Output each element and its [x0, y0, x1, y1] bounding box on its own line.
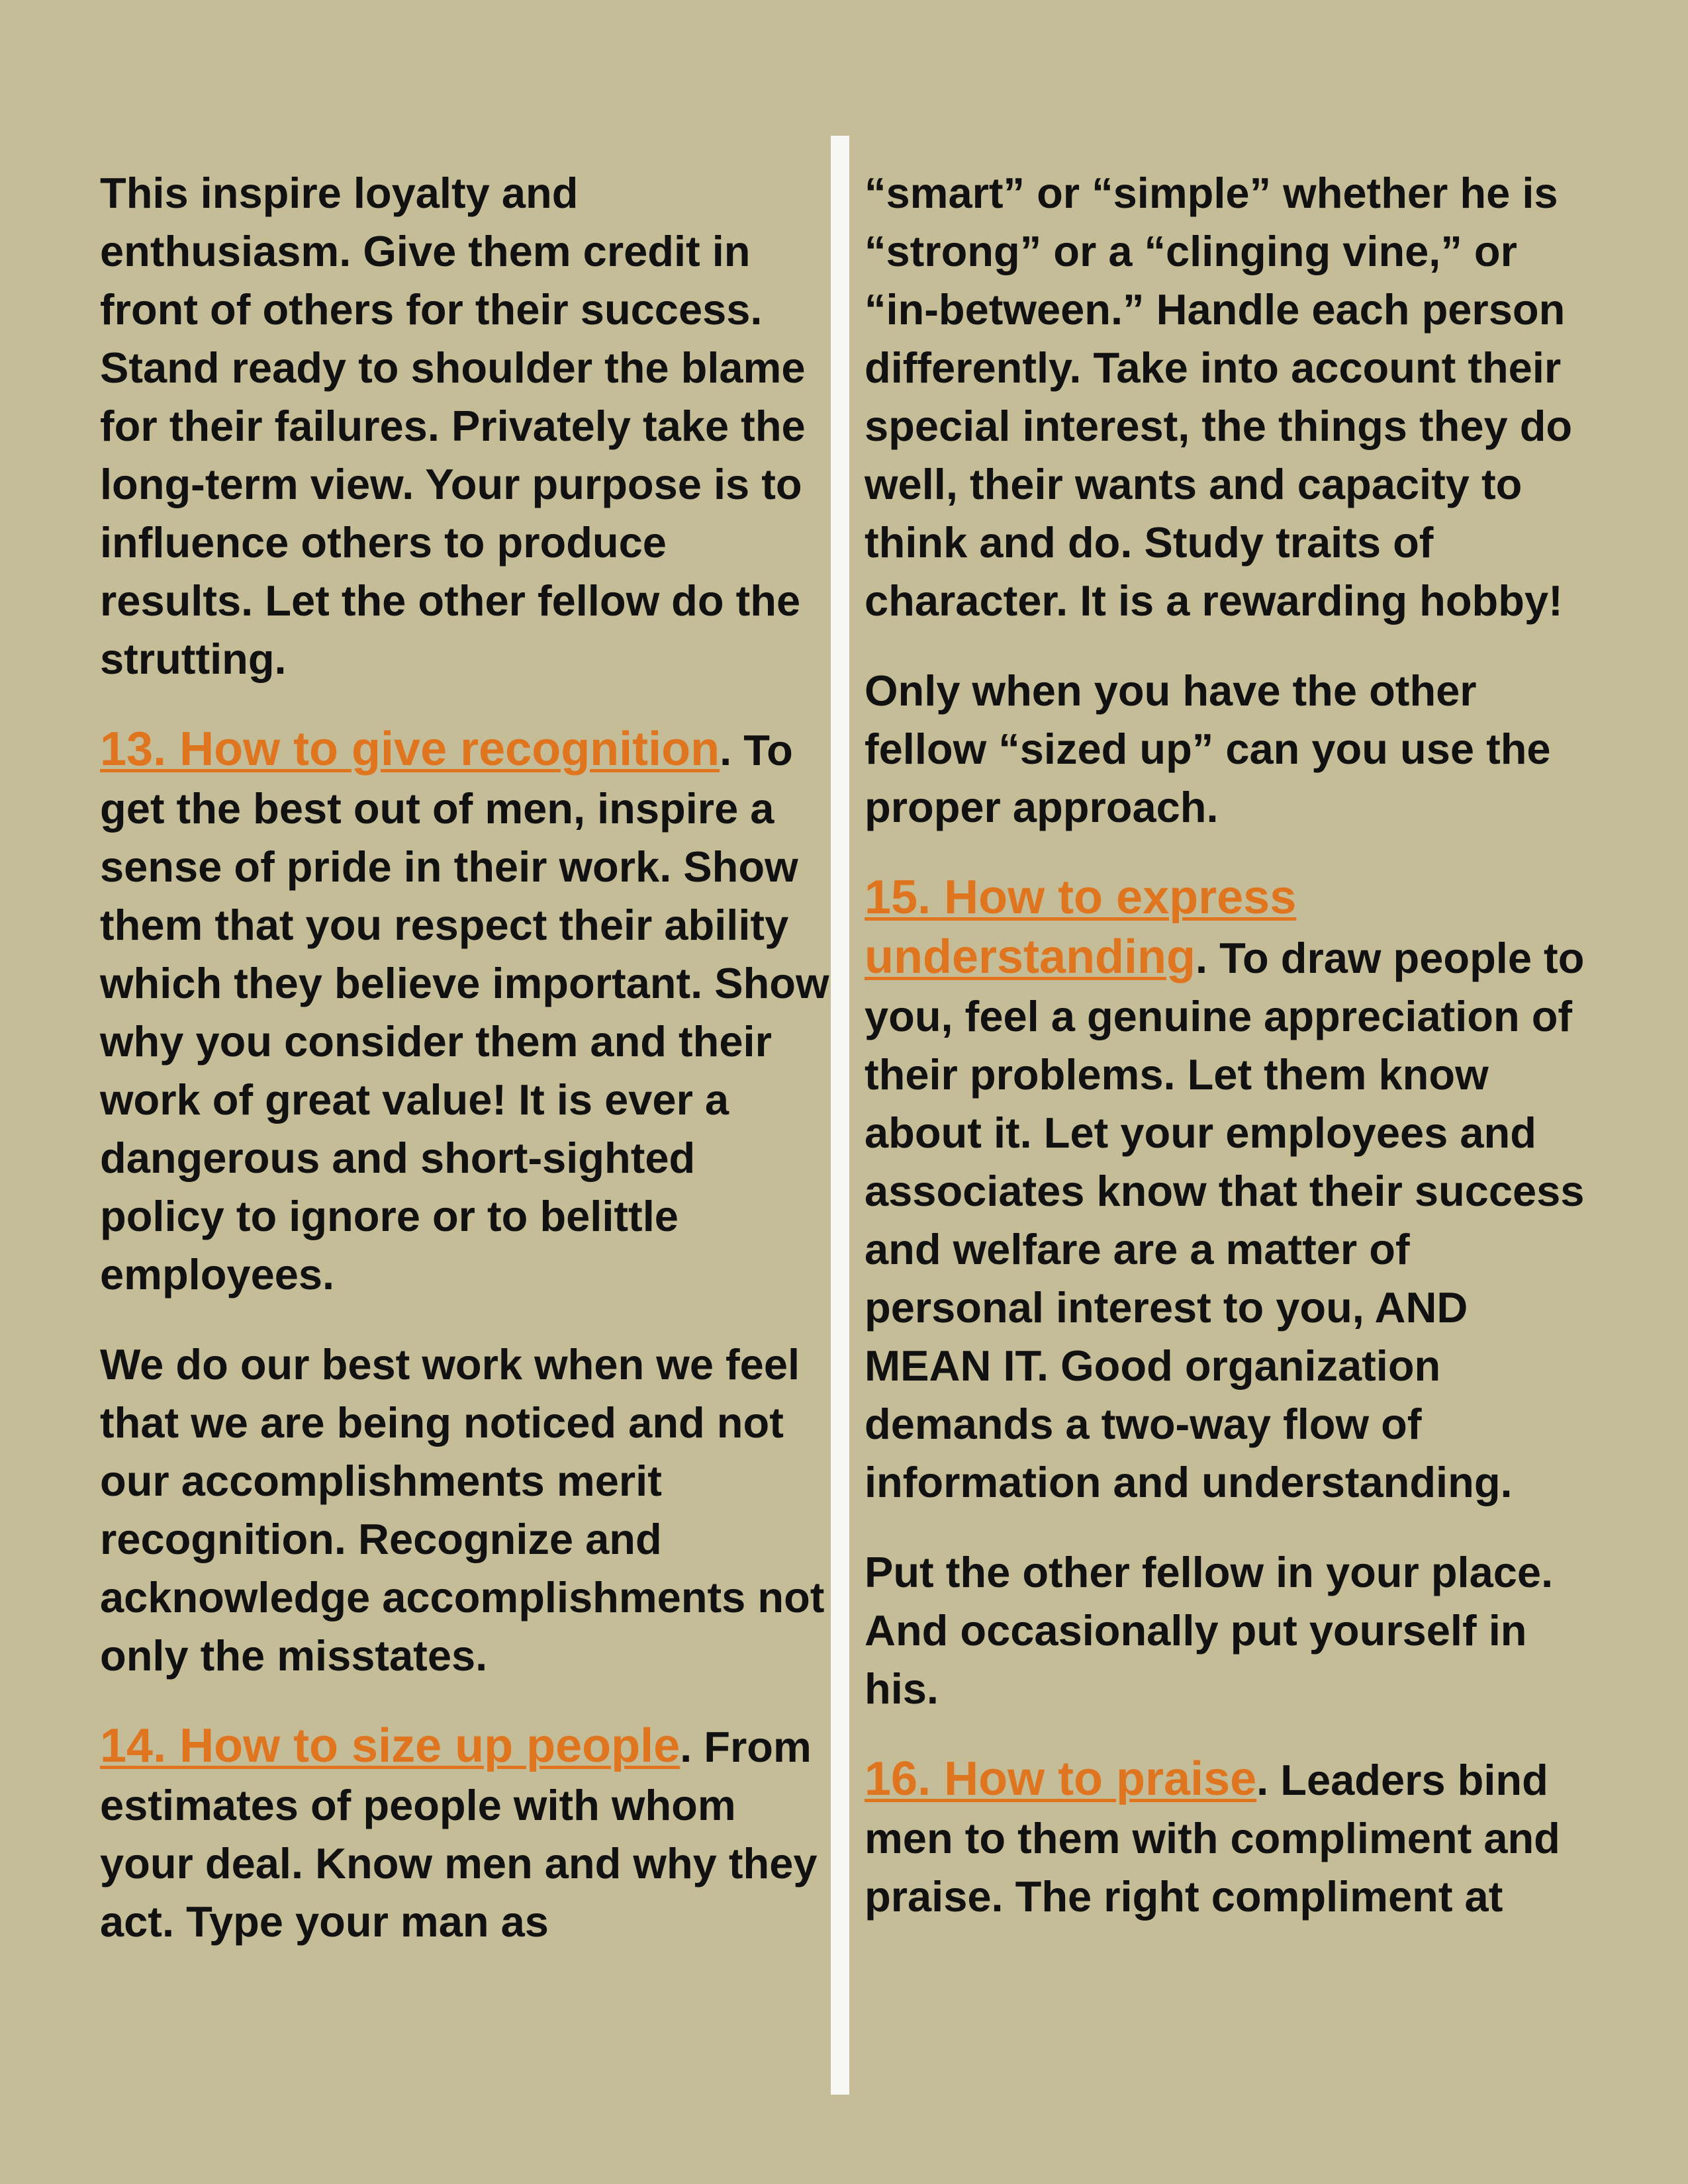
heading-recognition: 13. How to give recognition: [100, 723, 720, 776]
paragraph-sized-up: Only when you have the other fellow “sized up” can you use the proper approach.: [865, 666, 1551, 831]
section-15: [865, 868, 1596, 1512]
section-14-body: . From estimates of people with whom your deal. Know men and why they act. Type your man as: [100, 1723, 818, 1946]
section-14: [100, 1717, 831, 1951]
section-16-body: . Leaders bind men to them with compliment and praise. The right compliment at: [865, 1756, 1560, 1921]
section-15-body: . To draw people to you, feel a genuine appreciation of their problems. Let them know about it. Let your employees and associates know that their success and welfare are a matter of personal interest to you, AND MEAN IT. Good organization demands a two-way flow of information and understanding.: [865, 934, 1585, 1506]
heading-praise: 16. How to praise: [865, 1752, 1257, 1805]
paragraph-noticed: We do our best work when we feel that we are being noticed and not our accomplishments merit recognition. Recognize and acknowledge accomplishments not only the misstates.: [100, 1340, 825, 1680]
section-13: [100, 720, 831, 1304]
heading-size-up-people: 14. How to size up people: [100, 1719, 680, 1772]
left-column: [100, 164, 831, 1983]
paragraph-loyalty: This inspire loyalty and enthusiasm. Give them credit in front of others for their success. Stand ready to shoulder the blame for their failures. Privately take the long-term view. Your purpose is to influence others to produce results. Let the other fellow do the strutting.: [100, 169, 806, 683]
right-column: [865, 164, 1596, 1958]
section-13-body: . To get the best out of men, inspire a sense of pride in their work. Show them that you respect their ability which they believe important. Show why you consider them and their work of great value! It is ever a dangerous and short-sighted policy to ignore or to belittle employees.: [100, 726, 829, 1298]
section-16: [865, 1750, 1596, 1926]
paragraph-your-place: Put the other fellow in your place. And occasionally put yourself in his.: [865, 1548, 1554, 1713]
paragraph-type-man: “smart” or “simple” whether he is “strong” or a “clinging vine,” or “in-between.” Handle each person differently. Take into account their special interest, the things they do well, their wants and capacity to think and do. Study traits of character. It is a rewarding hobby!: [865, 169, 1573, 625]
column-divider: [831, 136, 849, 2095]
heading-express-understanding: 15. How to express understanding: [865, 871, 1297, 983]
